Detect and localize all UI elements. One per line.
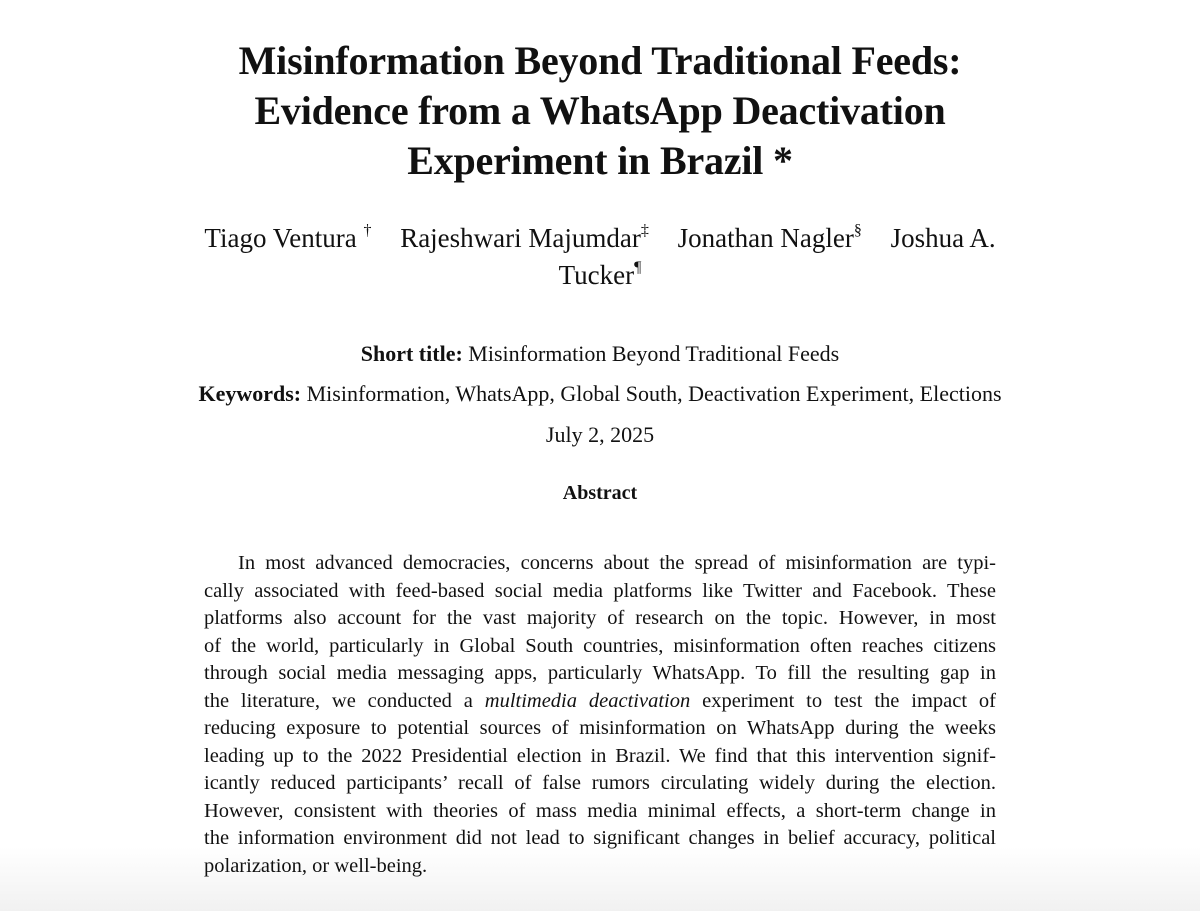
author-mark: ‡ (640, 222, 649, 239)
abstract-line: of the world, particularly in Global South countries, misinformation often reaches citizens (204, 634, 996, 657)
emphasis-text: multimedia deactivation (484, 689, 691, 712)
author-2 (400, 223, 649, 253)
title-line-1: Misinformation Beyond Traditional Feeds: (238, 38, 962, 83)
title-line-3: Experiment in Brazil * (407, 138, 793, 183)
abstract-line: through social media messaging apps, particularly WhatsApp. To fill the resulting gap in (204, 662, 996, 684)
abstract-text: experiment to test the impact of (690, 689, 996, 712)
keywords (0, 380, 1200, 408)
abstract-line: platforms also account for the vast majority of research on the topic. However, in most (204, 607, 996, 629)
abstract-line: reducing exposure to potential sources of misinformation on WhatsApp during the weeks (204, 717, 996, 739)
short-title-value: Misinformation Beyond Traditional Feeds (468, 341, 840, 366)
author-1 (204, 223, 371, 253)
abstract-line: leading up to the 2022 Presidential election in Brazil. We find that this intervention signif- (204, 744, 996, 767)
author-list (170, 220, 1030, 294)
author-name: Jonathan Nagler (677, 223, 854, 253)
author-name: Tiago Ventura (204, 223, 357, 253)
author-4-cont (559, 260, 642, 290)
keywords-label: Keywords: (198, 381, 302, 406)
abstract-line: icantly reduced participants’ recall of false rumors circulating widely during the election. (204, 772, 996, 794)
author-mark: § (853, 222, 862, 239)
abstract-line: cally associated with feed-based social media platforms like Twitter and Facebook. These (204, 579, 996, 602)
title-line-2: Evidence from a WhatsApp Deactivation (254, 88, 946, 133)
paper-date: July 2, 2025 (545, 422, 655, 447)
author-name: Rajeshwari Majumdar (400, 223, 641, 253)
abstract-line: In most advanced democracies, concerns about the spread of misinformation are typi- (238, 552, 996, 574)
abstract-line (204, 688, 996, 716)
short-title-label: Short title: (360, 341, 463, 366)
abstract-line: polarization, or well-being. (204, 854, 428, 877)
author-mark: ¶ (634, 259, 642, 276)
abstract-heading: Abstract (562, 482, 638, 504)
author-mark: † (363, 222, 372, 239)
author-3 (678, 223, 862, 253)
author-name: Tucker (558, 260, 635, 290)
keywords-value: Misinformation, WhatsApp, Global South, Deactivation Experiment, Elections (306, 381, 1002, 406)
author-name: Joshua A. (890, 223, 996, 253)
author-4 (891, 223, 996, 253)
abstract-line: However, consistent with theories of mass media minimal effects, a short-term change in (204, 799, 996, 822)
abstract-body (204, 550, 996, 880)
abstract-text: the literature, we conducted a (204, 689, 485, 712)
short-title (0, 340, 1200, 368)
paper-title (0, 36, 1200, 186)
abstract-line: the information environment did not lead to significant changes in belief accuracy, political (204, 827, 996, 849)
